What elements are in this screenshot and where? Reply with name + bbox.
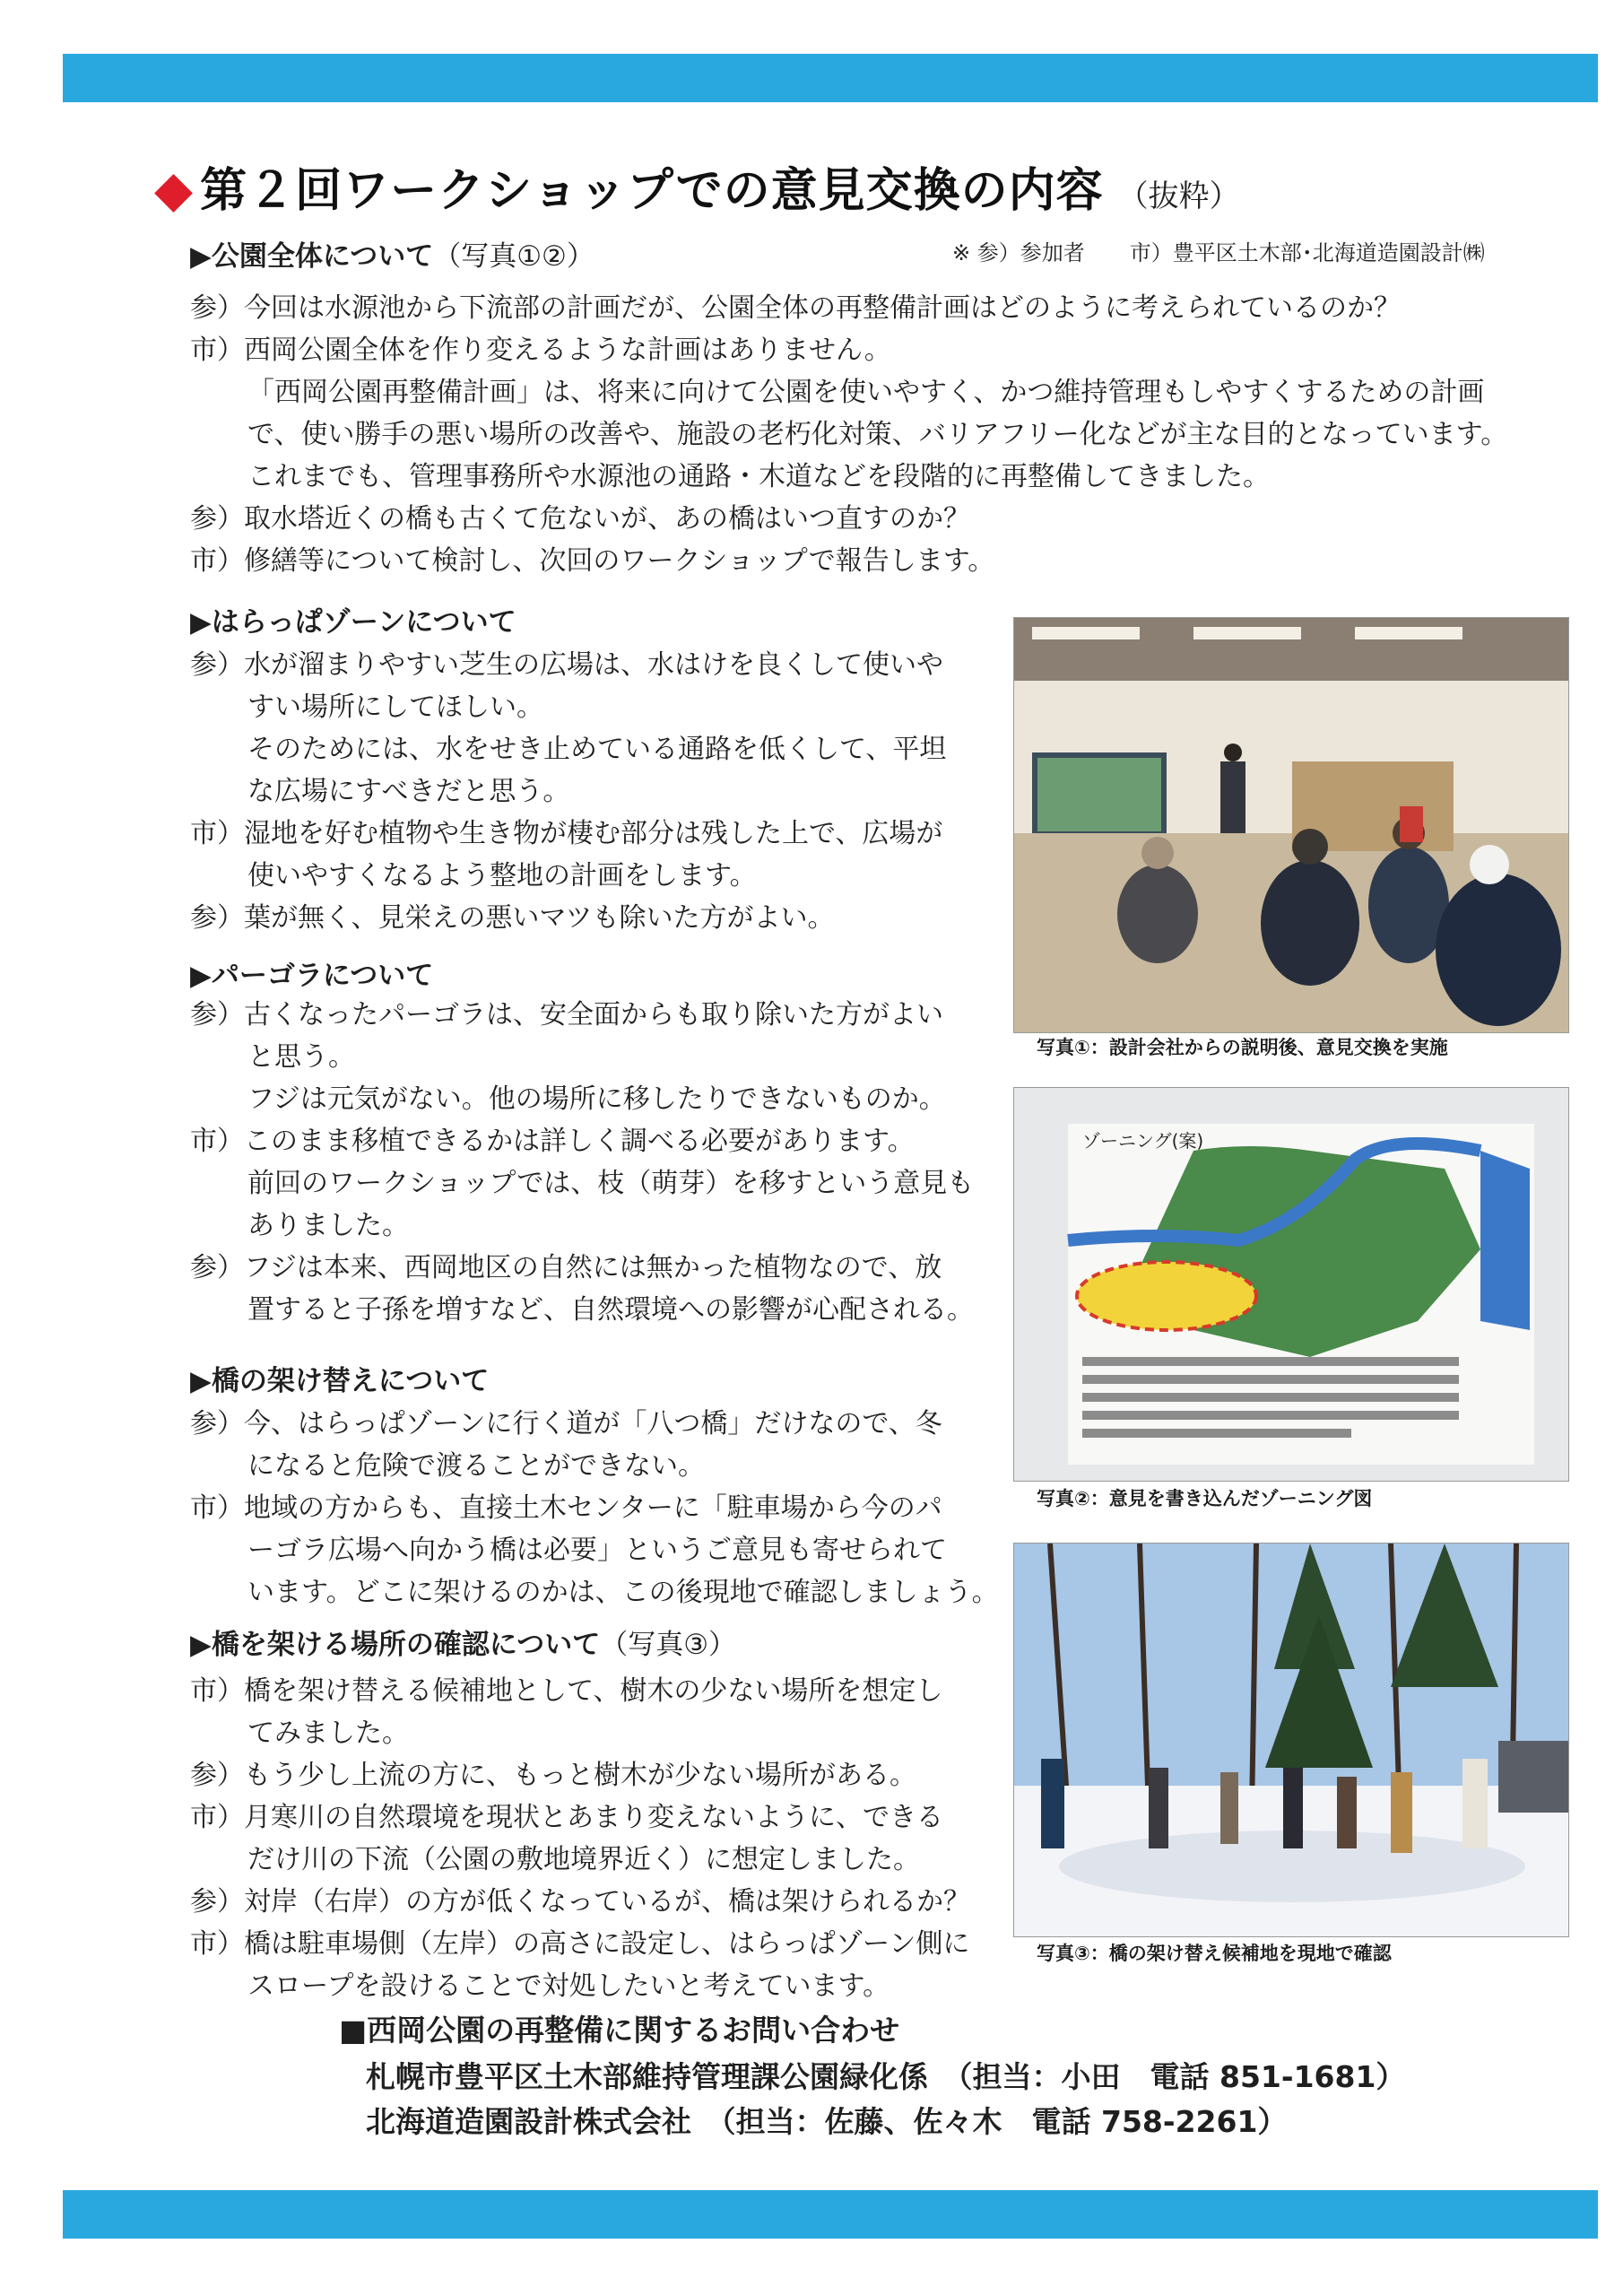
dialogue-line: 市）橋を架け替える候補地として、樹木の少ない場所を想定し — [190, 1675, 943, 1707]
dialogue-line: な広場にすべきだと思う。 — [247, 776, 570, 807]
section-heading-text: ▶橋を架ける場所の確認について — [190, 1629, 601, 1661]
dialogue-line: 参）古くなったパーゴラは、安全面からも取り除いた方がよい — [190, 999, 943, 1031]
page-title — [154, 152, 1240, 220]
section-heading-pergola — [190, 952, 433, 993]
photo-caption: 写真①：設計会社からの説明後、意見交換を実施 — [1037, 1037, 1448, 1058]
diamond-icon: ◆ — [154, 161, 194, 219]
board-title: ゾーニング(案) — [1082, 1130, 1204, 1152]
dialogue-line: と思う。 — [247, 1041, 355, 1073]
section-heading-text: ▶公園全体について — [190, 240, 434, 273]
dialogue-line: 参）水が溜まりやすい芝生の広場は、水はけを良くして使いや — [190, 649, 943, 681]
photo-caption: 写真③：橋の架け替え候補地を現地で確認 — [1037, 1943, 1392, 1964]
contact-title: ■西岡公園の再整備に関するお問い合わせ — [339, 2013, 900, 2048]
dialogue-line: フジは元気がない。他の場所に移したりできないものか。 — [247, 1083, 946, 1115]
dialogue-line: 市）月寒川の自然環境を現状とあまり変えないように、できる — [190, 1802, 943, 1833]
section-lines-bridge-replace — [190, 1403, 999, 1613]
dialogue-line: 参）対岸（右岸）の方が低くなっているが、橋は架けられるか？ — [190, 1886, 970, 1918]
dialogue-line: います。どこに架けるのかは、この後現地で確認しましょう。 — [247, 1577, 999, 1608]
dialogue-line: すい場所にしてほしい。 — [247, 691, 543, 723]
dialogue-line: 市）湿地を好む植物や生き物が棲む部分は残した上で、広場が — [190, 818, 943, 849]
dialogue-line: 参）今回は水源池から下流部の計画だが、公園全体の再整備計画はどのように考えられているのか？ — [190, 292, 1401, 324]
legend-participant: ※ 参）参加者 — [952, 240, 1085, 265]
section-heading-bridge-site — [190, 1622, 736, 1662]
dialogue-line: 参）取水塔近くの橋も古くて危ないが、あの橋はいつ直すのか？ — [190, 503, 970, 535]
dialogue-line: ーゴラ広場へ向かう橋は必要」というご意見も寄せられて — [247, 1535, 947, 1566]
section-lines-park-overall — [190, 287, 1507, 582]
dialogue-line: 参）フジは本来、西岡地区の自然には無かった植物なので、放 — [190, 1252, 942, 1283]
dialogue-line: 置すると子孫を増すなど、自然環境への影響が心配される。 — [247, 1294, 974, 1326]
page-title-sub: （抜粋） — [1117, 178, 1240, 214]
contact-line-city: 札幌市豊平区土木部維持管理課公園緑化係 （担当：小田 電話 851-1681） — [366, 2059, 1406, 2094]
dialogue-line: 市）このまま移植できるかは詳しく調べる必要があります。 — [190, 1126, 915, 1157]
section-heading-note: （写真①②） — [433, 240, 595, 273]
section-heading-park-overall — [190, 233, 595, 274]
dialogue-line: 市）西岡公園全体を作り変えるような計画はありません。 — [190, 335, 891, 366]
dialogue-line: 参）葉が無く、見栄えの悪いマツも除いた方がよい。 — [190, 902, 835, 934]
meeting-room-image — [1014, 618, 1568, 1032]
top-color-bar — [63, 54, 1598, 102]
section-heading-text: ▶パーゴラについて — [190, 960, 434, 992]
zoning-board-image — [1014, 1088, 1568, 1481]
dialogue-line: 市）地域の方からも、直接土木センターに「駐車場から今のパ — [190, 1492, 942, 1524]
dialogue-line: だけ川の下流（公園の敷地境界近く）に想定しました。 — [247, 1844, 920, 1875]
photo-zoning-board — [1013, 1087, 1569, 1482]
dialogue-line: 参）もう少し上流の方に、もっと樹木が少ない場所がある。 — [190, 1760, 916, 1791]
section-heading-note: （写真③） — [600, 1629, 737, 1661]
section-lines-harappa — [190, 644, 946, 939]
dialogue-line: 前回のワークショップでは、枝（萌芽）を移すという意見も — [247, 1168, 975, 1199]
snowy-forest-image — [1014, 1544, 1568, 1936]
dialogue-line: になると危険で渡ることができない。 — [247, 1450, 705, 1482]
section-heading-text: ▶橋の架け替えについて — [190, 1365, 490, 1397]
legend-city: 市）豊平区土木部･北海道造園設計㈱ — [1129, 240, 1485, 265]
dialogue-line: てみました。 — [247, 1718, 409, 1749]
speaker-legend — [952, 235, 1485, 266]
photo-meeting — [1013, 617, 1569, 1033]
section-lines-bridge-site — [190, 1670, 970, 2007]
dialogue-line: 市）修繕等について検討し、次回のワークショップで報告します。 — [190, 545, 995, 577]
photo-caption: 写真②：意見を書き込んだゾーニング図 — [1037, 1488, 1373, 1509]
section-heading-harappa — [190, 599, 516, 639]
dialogue-line: そのためには、水をせき止めている通路を低くして、平坦 — [247, 734, 947, 765]
section-heading-bridge-replace — [190, 1358, 489, 1398]
dialogue-line: ありました。 — [247, 1210, 409, 1241]
section-heading-text: ▶はらっぱゾーンについて — [190, 606, 516, 639]
section-lines-pergola — [190, 994, 974, 1331]
page-title-main: 第２回ワークショップでの意見交換の内容 — [200, 164, 1104, 218]
dialogue-line: 参）今、はらっぱゾーンに行く道が「八つ橋」だけなので、冬 — [190, 1408, 942, 1439]
contact-line-company: 北海道造園設計株式会社 （担当：佐藤、佐々木 電話 758-2261） — [366, 2104, 1288, 2139]
dialogue-line: 使いやすくなるよう整地の計画をします。 — [247, 860, 757, 891]
dialogue-line: これまでも、管理事務所や水源池の通路・木道などを段階的に再整備してきました。 — [247, 461, 1270, 492]
dialogue-line: で、使い勝手の悪い場所の改善や、施設の老朽化対策、バリアフリー化などが主な目的となっています。 — [247, 419, 1508, 450]
dialogue-line: スロープを設けることで対処したいと考えています。 — [247, 1970, 890, 2002]
bottom-color-bar — [63, 2190, 1598, 2239]
dialogue-line: 市）橋は駐車場側（左岸）の高さに設定し、はらっぱゾーン側に — [190, 1928, 970, 1960]
dialogue-line: 「西岡公園再整備計画」は、将来に向けて公園を使いやすく、かつ維持管理もしやすくするための計画 — [247, 377, 1485, 408]
photo-site-visit — [1013, 1543, 1569, 1937]
